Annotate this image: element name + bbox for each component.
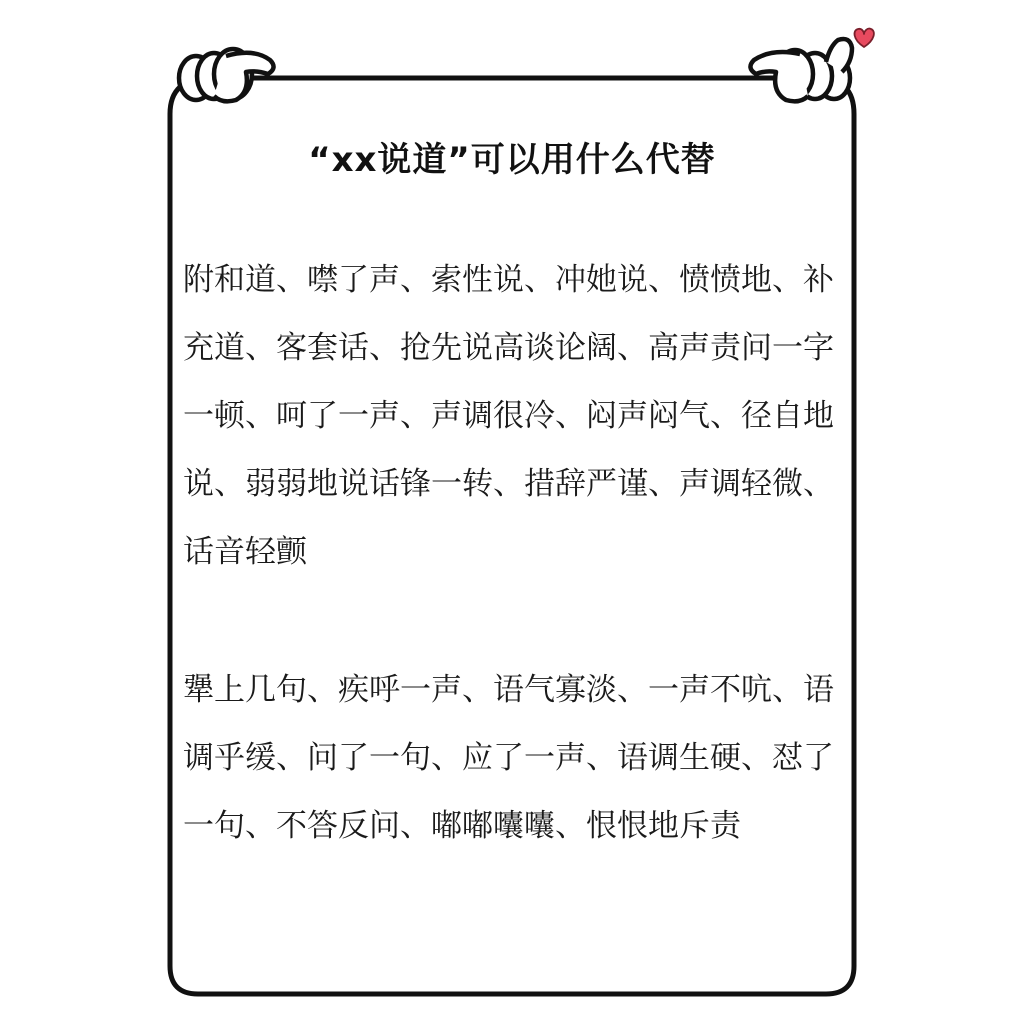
phrase-list-paragraph-1: 附和道、噤了声、索性说、冲她说、愤愤地、补充道、客套话、抢先说高谈论阔、高声责问一字一顿、呵了一声、声调很冷、闷声闷气、径自地说、弱弱地说话锋一转、措辞严谨、声调轻微、话音轻颤 [183, 262, 834, 570]
phrase-list-paragraph-2: 犟上几句、疾呼一声、语气寡淡、一声不吭、语调乎缓、问了一句、应了一声、语调生硬、怼了一句、不答反问、嘟嘟囔囔、恨恨地斥责 [183, 672, 834, 844]
heart-icon [854, 29, 873, 47]
page-title: “xx说道”可以用什么代替 [308, 140, 716, 180]
